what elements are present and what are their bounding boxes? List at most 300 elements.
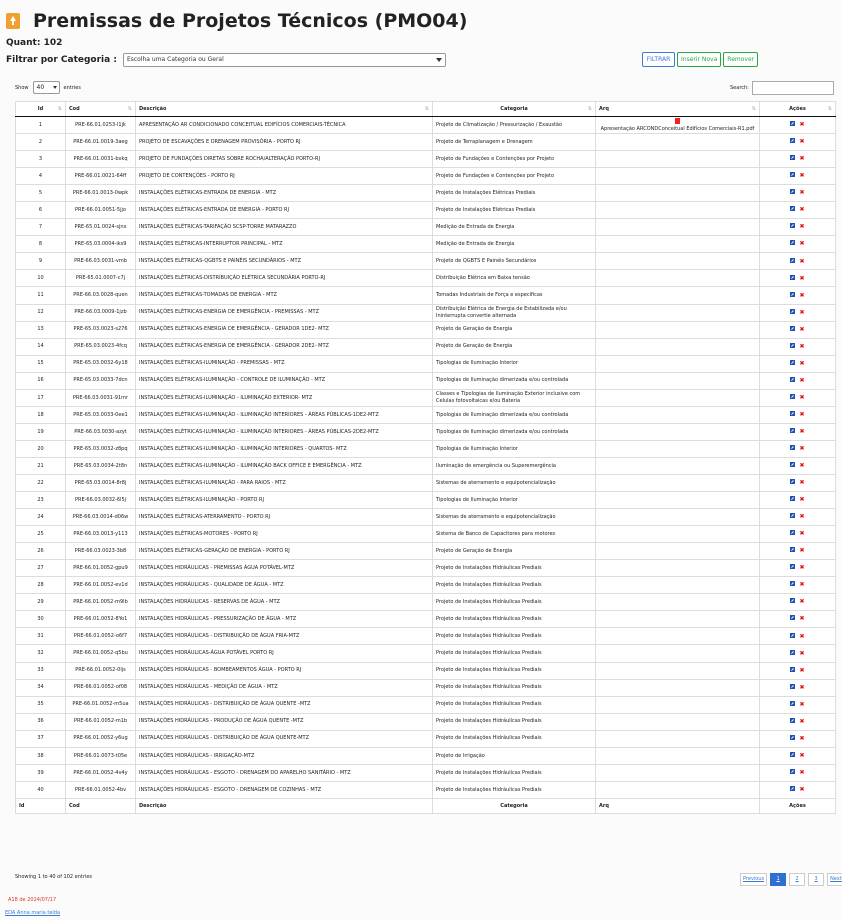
cell-acoes <box>760 202 836 219</box>
filter-row <box>6 53 446 67</box>
cell-arq <box>596 577 760 594</box>
cell-descricao: INSTALAÇÕES ELÉTRICAS-ENTRADA DE ENERGIA - MTZ <box>136 185 433 202</box>
edit-icon[interactable] <box>790 326 795 331</box>
cell-cod: PRE-65.01.0024-sjnx <box>66 219 136 236</box>
cell-categoria: Tipologias de Iluminação dimerizada e/ou controlada <box>433 423 596 440</box>
delete-icon[interactable]: ✖ <box>799 666 805 674</box>
cell-acoes <box>760 560 836 577</box>
cell-cod: PRE-66.03.0013-y113 <box>66 526 136 543</box>
search-input[interactable] <box>752 81 834 95</box>
cell-descricao: PROJETO DE CONTENÇÕES - PORTO RJ <box>136 168 433 185</box>
table-row <box>16 577 836 594</box>
cell-descricao: INSTALAÇÕES HIDRÁULICAS - PRODUÇÃO DE ÁGUA QUENTE -MTZ <box>136 713 433 730</box>
cell-cod: PRE-65.03.0032-6y18 <box>66 355 136 372</box>
cell-cod: PRE-66.03.0014-d06w <box>66 509 136 526</box>
cell-acoes <box>760 457 836 474</box>
cell-categoria: Tipologias de Iluminação Interior <box>433 492 596 509</box>
table-row <box>16 645 836 662</box>
cell-id: 24 <box>16 509 66 526</box>
cell-arq <box>596 457 760 474</box>
table-row <box>16 730 836 747</box>
cell-categoria: Sistema de Banco de Capacitores para motores <box>433 526 596 543</box>
edit-icon[interactable] <box>790 684 795 689</box>
cell-acoes <box>760 781 836 798</box>
edit-icon[interactable] <box>790 138 795 143</box>
cell-arq <box>596 781 760 798</box>
cell-acoes <box>760 270 836 287</box>
cell-acoes <box>760 543 836 560</box>
edit-icon[interactable] <box>790 462 795 467</box>
cell-acoes <box>760 645 836 662</box>
cell-categoria: Projeto de QGBTS E Painéis Secundários <box>433 253 596 270</box>
delete-icon[interactable]: ✖ <box>799 206 805 214</box>
cell-id: 31 <box>16 628 66 645</box>
cell-id: 20 <box>16 440 66 457</box>
delete-icon[interactable]: ✖ <box>799 734 805 742</box>
cell-cod: PRE-65.03.0014-8r8j <box>66 474 136 491</box>
edit-icon[interactable] <box>790 513 795 518</box>
edit-icon[interactable] <box>790 394 795 399</box>
edit-icon[interactable] <box>790 650 795 655</box>
cell-arq <box>596 440 760 457</box>
cell-acoes <box>760 526 836 543</box>
file-link[interactable]: Apresentação ARCONDConceitual Edifícios Comerciais-R1.pdf <box>600 126 755 133</box>
cell-arq <box>596 151 760 168</box>
table-row <box>16 509 836 526</box>
table-row <box>16 781 836 798</box>
edit-icon[interactable] <box>790 615 795 620</box>
cell-id: 11 <box>16 287 66 304</box>
cell-categoria: Projeto de Geração de Energia <box>433 338 596 355</box>
table-header-row <box>16 102 836 117</box>
page-title: Premissas de Projetos Técnicos (PMO04) <box>33 10 468 32</box>
cell-arq <box>596 492 760 509</box>
cell-id: 38 <box>16 747 66 764</box>
cell-id: 2 <box>16 134 66 151</box>
delete-icon[interactable]: ✖ <box>799 240 805 248</box>
cell-categoria: Projeto de Climatização / Pressurização / Exaustão <box>433 117 596 134</box>
cell-cod: PRE-66.01.0052-0ljs <box>66 662 136 679</box>
cell-cod: PRE-66.01.0052-m5ua <box>66 696 136 713</box>
cell-arq <box>596 423 760 440</box>
cell-arq <box>596 764 760 781</box>
edit-icon[interactable] <box>790 428 795 433</box>
cell-id: 13 <box>16 321 66 338</box>
cell-id: 30 <box>16 611 66 628</box>
cell-id: 36 <box>16 713 66 730</box>
edit-icon[interactable] <box>790 189 795 194</box>
cell-categoria: Projeto de Fundações e Contenções por Projeto <box>433 168 596 185</box>
edit-icon[interactable] <box>790 769 795 774</box>
edit-icon[interactable] <box>790 411 795 416</box>
table-row <box>16 423 836 440</box>
table-row <box>16 287 836 304</box>
cell-descricao: INSTALAÇÕES ELÉTRICAS-ENERGIA DE EMERGÊNCIA - PREMISSAS - MTZ <box>136 304 433 321</box>
cell-descricao: APRESENTAÇÃO AR CONDICIONADO CONCEITUAL EDIFÍCIOS COMERCIAIS-TÉCNICA <box>136 117 433 134</box>
table-row <box>16 560 836 577</box>
cell-acoes <box>760 747 836 764</box>
delete-icon[interactable]: ✖ <box>799 121 805 129</box>
delete-icon[interactable]: ✖ <box>799 393 805 401</box>
cell-arq <box>596 594 760 611</box>
cell-categoria: Tipologias de Iluminação dimerizada e/ou controlada <box>433 406 596 423</box>
cell-id: 3 <box>16 151 66 168</box>
cell-acoes <box>760 219 836 236</box>
cell-descricao: INSTALAÇÕES HIDRÁULICAS - PRESSURIZAÇÃO DE ÁGUA - MTZ <box>136 611 433 628</box>
upload-icon <box>6 13 20 29</box>
cell-categoria: Projeto de Instalações Hidráulicas Prediais <box>433 560 596 577</box>
cell-categoria: Distribuição Elétrica em Baixa tensão <box>433 270 596 287</box>
cell-acoes <box>760 151 836 168</box>
cell-arq <box>596 219 760 236</box>
delete-icon[interactable]: ✖ <box>799 410 805 418</box>
table-row <box>16 406 836 423</box>
edit-icon[interactable] <box>790 547 795 552</box>
version-label: A18 de 2024/07/17 <box>8 897 57 903</box>
cell-id: 21 <box>16 457 66 474</box>
cell-cod: PRE-66.01.0031-bxkq <box>66 151 136 168</box>
cell-cod: PRE-65.01.0007-c7j <box>66 270 136 287</box>
cell-arq <box>596 662 760 679</box>
cell-id: 32 <box>16 645 66 662</box>
col-footer-acoes: Ações <box>760 798 836 813</box>
cell-cod: PRE-66.01.0052-of08 <box>66 679 136 696</box>
cell-descricao: PROJETO DE FUNDAÇÕES DIRETAS SOBRE ROCHA/ALTERAÇÃO PORTO-RJ <box>136 151 433 168</box>
cell-cod: PRE-66.03.0032-6l5j <box>66 492 136 509</box>
table-row <box>16 747 836 764</box>
cell-arq <box>596 730 760 747</box>
cell-categoria: Projeto de Instalações Elétricas Prediais <box>433 185 596 202</box>
edit-icon[interactable] <box>790 121 795 126</box>
category-select[interactable]: Escolha uma Categoria ou Geral <box>123 53 446 67</box>
edit-icon[interactable] <box>790 155 795 160</box>
edit-icon[interactable] <box>790 309 795 314</box>
cell-descricao: INSTALAÇÕES ELÉTRICAS-INTERRUPTOR PRINCIPAL - MTZ <box>136 236 433 253</box>
cell-id: 27 <box>16 560 66 577</box>
table-row <box>16 355 836 372</box>
delete-icon[interactable]: ✖ <box>799 785 805 793</box>
cell-categoria: Projeto de Instalações Elétricas Prediais <box>433 202 596 219</box>
cell-id: 6 <box>16 202 66 219</box>
cell-categoria: Distribuição Elétrica de Energia de Estabilizada e/ou Ininterrupta convertie alternada <box>433 304 596 321</box>
cell-categoria: Tipologias de Iluminação dimerizada e/ou controlada <box>433 372 596 389</box>
cell-descricao: INSTALAÇÕES HIDRÁULICAS - PREMISSAS ÁGUA POTÁVEL-MTZ <box>136 560 433 577</box>
cell-categoria: Tipologias de Iluminação Interior <box>433 355 596 372</box>
cell-acoes <box>760 253 836 270</box>
edit-icon[interactable] <box>790 343 795 348</box>
delete-icon[interactable]: ✖ <box>799 632 805 640</box>
cell-cod: PRE-66.01.0052-o6f7 <box>66 628 136 645</box>
delete-icon[interactable]: ✖ <box>799 683 805 691</box>
quantity-label: Quant: 102 <box>6 38 63 48</box>
table-row <box>16 117 836 134</box>
cell-arq <box>596 338 760 355</box>
filter-button[interactable]: FILTRAR <box>642 52 675 67</box>
cell-categoria: Projeto de Instalações Hidráulicas Prediais <box>433 696 596 713</box>
cell-arq <box>596 270 760 287</box>
edit-icon[interactable] <box>790 633 795 638</box>
col-header-descricao[interactable]: Descrição ⇅ <box>136 102 433 117</box>
col-footer-id: Id <box>16 798 66 813</box>
delete-icon[interactable]: ✖ <box>799 462 805 470</box>
cell-cod: PRE-66.01.0073-t05e <box>66 747 136 764</box>
edit-icon[interactable] <box>790 292 795 297</box>
delete-icon[interactable]: ✖ <box>799 172 805 180</box>
cell-descricao: INSTALAÇÕES ELÉTRICAS-ILUMINAÇÃO - PARA RAIOS - MTZ <box>136 474 433 491</box>
cell-arq <box>596 202 760 219</box>
edit-icon[interactable] <box>790 735 795 740</box>
cell-id: 1 <box>16 117 66 134</box>
cell-categoria: Projeto de Instalações Hidráulicas Prediais <box>433 628 596 645</box>
edit-icon[interactable] <box>790 786 795 791</box>
edit-icon[interactable] <box>790 479 795 484</box>
cell-cod: PRE-66.03.0023-3b8 <box>66 543 136 560</box>
edit-icon[interactable] <box>790 530 795 535</box>
entries-length <box>15 81 81 94</box>
delete-icon[interactable]: ✖ <box>799 530 805 538</box>
action-buttons <box>642 52 758 67</box>
edit-icon[interactable] <box>790 445 795 450</box>
col-header-acoes[interactable]: Ações ⇅ <box>760 102 836 117</box>
cell-arq <box>596 355 760 372</box>
edit-icon[interactable] <box>790 377 795 382</box>
cell-descricao: INSTALAÇÕES ELÉTRICAS-ENTRADA DE ENERGIA - PORTO RJ <box>136 202 433 219</box>
cell-arq <box>596 474 760 491</box>
cell-arq <box>596 287 760 304</box>
cell-descricao: INSTALAÇÕES HIDRÁULICAS - ESGOTO - DRENAGEM DE COZINHAS - MTZ <box>136 781 433 798</box>
cell-arq <box>596 611 760 628</box>
pagination-next[interactable]: Next <box>827 873 842 886</box>
cell-categoria: Projeto de Geração de Energia <box>433 321 596 338</box>
delete-icon[interactable]: ✖ <box>799 155 805 163</box>
cell-acoes <box>760 628 836 645</box>
delete-icon[interactable]: ✖ <box>799 342 805 350</box>
cell-descricao: INSTALAÇÕES HIDRÁULICAS - ESGOTO - DRENAGEM DO APARELHO SANITÁRIO - MTZ <box>136 764 433 781</box>
cell-id: 16 <box>16 372 66 389</box>
cell-acoes <box>760 730 836 747</box>
cell-acoes <box>760 764 836 781</box>
show-label: Show <box>15 84 29 91</box>
delete-icon[interactable]: ✖ <box>799 717 805 725</box>
edit-icon[interactable] <box>790 206 795 211</box>
cell-categoria: Tomadas Industriais de Força e específicas <box>433 287 596 304</box>
cell-arq <box>596 509 760 526</box>
edit-icon[interactable] <box>790 598 795 603</box>
table-row <box>16 134 836 151</box>
cell-cod: PRE-66.01.0013-0wpk <box>66 185 136 202</box>
cell-arq <box>596 117 760 134</box>
cell-id: 29 <box>16 594 66 611</box>
delete-icon[interactable]: ✖ <box>799 274 805 282</box>
cell-descricao: INSTALAÇÕES HIDRÁULICAS - DISTRIBUIÇÃO DE ÁGUA QUENTE-MTZ <box>136 730 433 747</box>
table-row <box>16 474 836 491</box>
delete-icon[interactable]: ✖ <box>799 479 805 487</box>
cell-id: 23 <box>16 492 66 509</box>
col-header-categoria[interactable]: Categoria ⇅ <box>433 102 596 117</box>
cell-arq <box>596 321 760 338</box>
cell-categoria: Medição de Entrada de Energia <box>433 236 596 253</box>
delete-icon[interactable]: ✖ <box>799 427 805 435</box>
delete-icon[interactable]: ✖ <box>799 564 805 572</box>
footer-link[interactable]: EDA Anna maria telda <box>5 910 61 916</box>
edit-icon[interactable] <box>790 240 795 245</box>
remove-button[interactable]: Remover <box>723 52 758 67</box>
cell-id: 22 <box>16 474 66 491</box>
cell-arq <box>596 560 760 577</box>
col-footer-descricao: Descrição <box>136 798 433 813</box>
table-row <box>16 151 836 168</box>
table-row <box>16 611 836 628</box>
cell-descricao: INSTALAÇÕES HIDRÁULICAS - MEDIÇÃO DE ÁGUA - MTZ <box>136 679 433 696</box>
table-row <box>16 236 836 253</box>
cell-cod: PRE-66.03.0031-91mr <box>66 389 136 406</box>
cell-id: 34 <box>16 679 66 696</box>
cell-cod: PRE-66.01.0052-m1b <box>66 713 136 730</box>
cell-acoes <box>760 679 836 696</box>
delete-icon[interactable]: ✖ <box>799 768 805 776</box>
edit-icon[interactable] <box>790 581 795 586</box>
delete-icon[interactable]: ✖ <box>799 700 805 708</box>
edit-icon[interactable] <box>790 496 795 501</box>
cell-cod: PRE-66.01.0052-q5bu <box>66 645 136 662</box>
entries-select[interactable]: 40 <box>33 81 60 94</box>
filter-label: Filtrar por Categoria : <box>6 55 117 65</box>
edit-icon[interactable] <box>790 172 795 177</box>
insert-button[interactable]: Inserir Nova <box>677 52 721 67</box>
pagination-previous[interactable]: Previous <box>740 873 767 886</box>
cell-categoria: Projeto de Instalações Hidráulicas Prediais <box>433 662 596 679</box>
cell-descricao: PROJETO DE ESCAVAÇÕES E DRENAGEM PROVISÓRIA - PORTO RJ <box>136 134 433 151</box>
table-row <box>16 543 836 560</box>
pdf-icon[interactable] <box>675 118 680 124</box>
delete-icon[interactable]: ✖ <box>799 291 805 299</box>
cell-arq <box>596 134 760 151</box>
cell-descricao: INSTALAÇÕES ELÉTRICAS-ENERGIA DE EMERGÊNCIA - GERADOR 1DE2- MTZ <box>136 321 433 338</box>
cell-id: 19 <box>16 423 66 440</box>
table-row <box>16 713 836 730</box>
delete-icon[interactable]: ✖ <box>799 376 805 384</box>
delete-icon[interactable]: ✖ <box>799 257 805 265</box>
table-footer-row <box>16 798 836 813</box>
cell-descricao: INSTALAÇÕES ELÉTRICAS-GERAÇÃO DE ENERGIA - PORTO RJ <box>136 543 433 560</box>
cell-cod: PRE-66.01.0052-4v4y <box>66 764 136 781</box>
cell-categoria: Classes e Tipologias de Iluminação Exterior inclusive com Celulas fotovoltaicas e/ou Bateria <box>433 389 596 406</box>
cell-arq <box>596 372 760 389</box>
cell-cod: PRE-66.03.0028-quen <box>66 287 136 304</box>
cell-id: 35 <box>16 696 66 713</box>
col-header-id[interactable]: Id ⇅ <box>16 102 66 117</box>
delete-icon[interactable]: ✖ <box>799 223 805 231</box>
edit-icon[interactable] <box>790 701 795 706</box>
cell-cod: PRE-66.01.0052-gpu9 <box>66 560 136 577</box>
cell-cod: PRE-66.01.0052-y6ug <box>66 730 136 747</box>
cell-categoria: Projeto de Fundações e Contenções por Projeto <box>433 151 596 168</box>
delete-icon[interactable]: ✖ <box>799 615 805 623</box>
edit-icon[interactable] <box>790 752 795 757</box>
pagination-page-1[interactable]: 1 <box>770 873 786 886</box>
cell-categoria: Projeto de Instalações Hidráulicas Prediais <box>433 679 596 696</box>
cell-acoes <box>760 321 836 338</box>
delete-icon[interactable]: ✖ <box>799 751 805 759</box>
cell-descricao: INSTALAÇÕES ELÉTRICAS-ILUMINAÇÃO - PORTO RJ <box>136 492 433 509</box>
table-row <box>16 389 836 406</box>
delete-icon[interactable]: ✖ <box>799 138 805 146</box>
cell-id: 39 <box>16 764 66 781</box>
cell-acoes <box>760 338 836 355</box>
table-row <box>16 338 836 355</box>
table-row <box>16 219 836 236</box>
edit-icon[interactable] <box>790 718 795 723</box>
cell-acoes <box>760 355 836 372</box>
cell-id: 9 <box>16 253 66 270</box>
delete-icon[interactable]: ✖ <box>799 581 805 589</box>
table-row <box>16 185 836 202</box>
delete-icon[interactable]: ✖ <box>799 598 805 606</box>
table-row <box>16 679 836 696</box>
cell-descricao: INSTALAÇÕES ELÉTRICAS-ILUMINAÇÃO - ILUMINAÇÃO INTERIORES - ÁREAS PÚBLICAS-2DE2-MTZ <box>136 423 433 440</box>
cell-descricao: INSTALAÇÕES ELÉTRICAS-ILUMINAÇÃO - ILUMINAÇÃO INTERIORES - ÁREAS PÚBLICAS-1DE2-MTZ <box>136 406 433 423</box>
cell-id: 33 <box>16 662 66 679</box>
delete-icon[interactable]: ✖ <box>799 547 805 555</box>
col-header-cod[interactable]: Cod ⇅ <box>66 102 136 117</box>
cell-acoes <box>760 611 836 628</box>
delete-icon[interactable]: ✖ <box>799 649 805 657</box>
edit-icon[interactable] <box>790 258 795 263</box>
cell-acoes <box>760 713 836 730</box>
cell-cod: PRE-65.03.0034-2t8n <box>66 457 136 474</box>
cell-cod: PRE-66.03.0030-azyt <box>66 423 136 440</box>
delete-icon[interactable]: ✖ <box>799 189 805 197</box>
delete-icon[interactable]: ✖ <box>799 308 805 316</box>
pagination <box>740 873 842 886</box>
cell-descricao: INSTALAÇÕES HIDRÁULICAS-ÁGUA POTÁVEL PORTO RJ <box>136 645 433 662</box>
cell-descricao: INSTALAÇÕES ELÉTRICAS-ILUMINAÇÃO - ILUMINAÇÃO EXTERIOR- MTZ <box>136 389 433 406</box>
col-footer-categoria: Categoria <box>433 798 596 813</box>
cell-descricao: INSTALAÇÕES ELÉTRICAS-ILUMINAÇÃO - ILUMINAÇÃO INTERIORES - QUARTOS- MTZ <box>136 440 433 457</box>
delete-icon[interactable]: ✖ <box>799 325 805 333</box>
cell-categoria: Projeto de Instalações Hidráulicas Prediais <box>433 645 596 662</box>
cell-acoes <box>760 696 836 713</box>
cell-acoes <box>760 287 836 304</box>
cell-categoria: Projeto de Instalações Hidráulicas Prediais <box>433 713 596 730</box>
delete-icon[interactable]: ✖ <box>799 445 805 453</box>
edit-icon[interactable] <box>790 564 795 569</box>
cell-cod: PRE-65.03.0004-iks9 <box>66 236 136 253</box>
edit-icon[interactable] <box>790 223 795 228</box>
cell-cod: PRE-66.03.0009-1jzb <box>66 304 136 321</box>
cell-categoria: Projeto de Instalações Hidráulicas Prediais <box>433 781 596 798</box>
cell-id: 37 <box>16 730 66 747</box>
cell-cod: PRE-66.01.0052-8Yo1 <box>66 611 136 628</box>
col-header-arq[interactable]: Arq ⇅ <box>596 102 760 117</box>
cell-descricao: INSTALAÇÕES HIDRÁULICAS - DISTRIBUIÇÃO DE ÁGUA QUENTE -MTZ <box>136 696 433 713</box>
pagination-page-3[interactable]: 3 <box>808 873 824 886</box>
delete-icon[interactable]: ✖ <box>799 496 805 504</box>
cell-cod: PRE-66.01.0021-64ff <box>66 168 136 185</box>
cell-categoria: Medição de Entrada de Energia <box>433 219 596 236</box>
table-row <box>16 304 836 321</box>
edit-icon[interactable] <box>790 275 795 280</box>
delete-icon[interactable]: ✖ <box>799 359 805 367</box>
cell-categoria: Projeto de Instalações Hidráulicas Prediais <box>433 611 596 628</box>
cell-categoria: Projeto de Geração de Energia <box>433 543 596 560</box>
edit-icon[interactable] <box>790 667 795 672</box>
edit-icon[interactable] <box>790 360 795 365</box>
pagination-page-2[interactable]: 2 <box>789 873 805 886</box>
cell-categoria: Projeto de Instalações Hidráulicas Prediais <box>433 764 596 781</box>
cell-arq <box>596 389 760 406</box>
delete-icon[interactable]: ✖ <box>799 513 805 521</box>
